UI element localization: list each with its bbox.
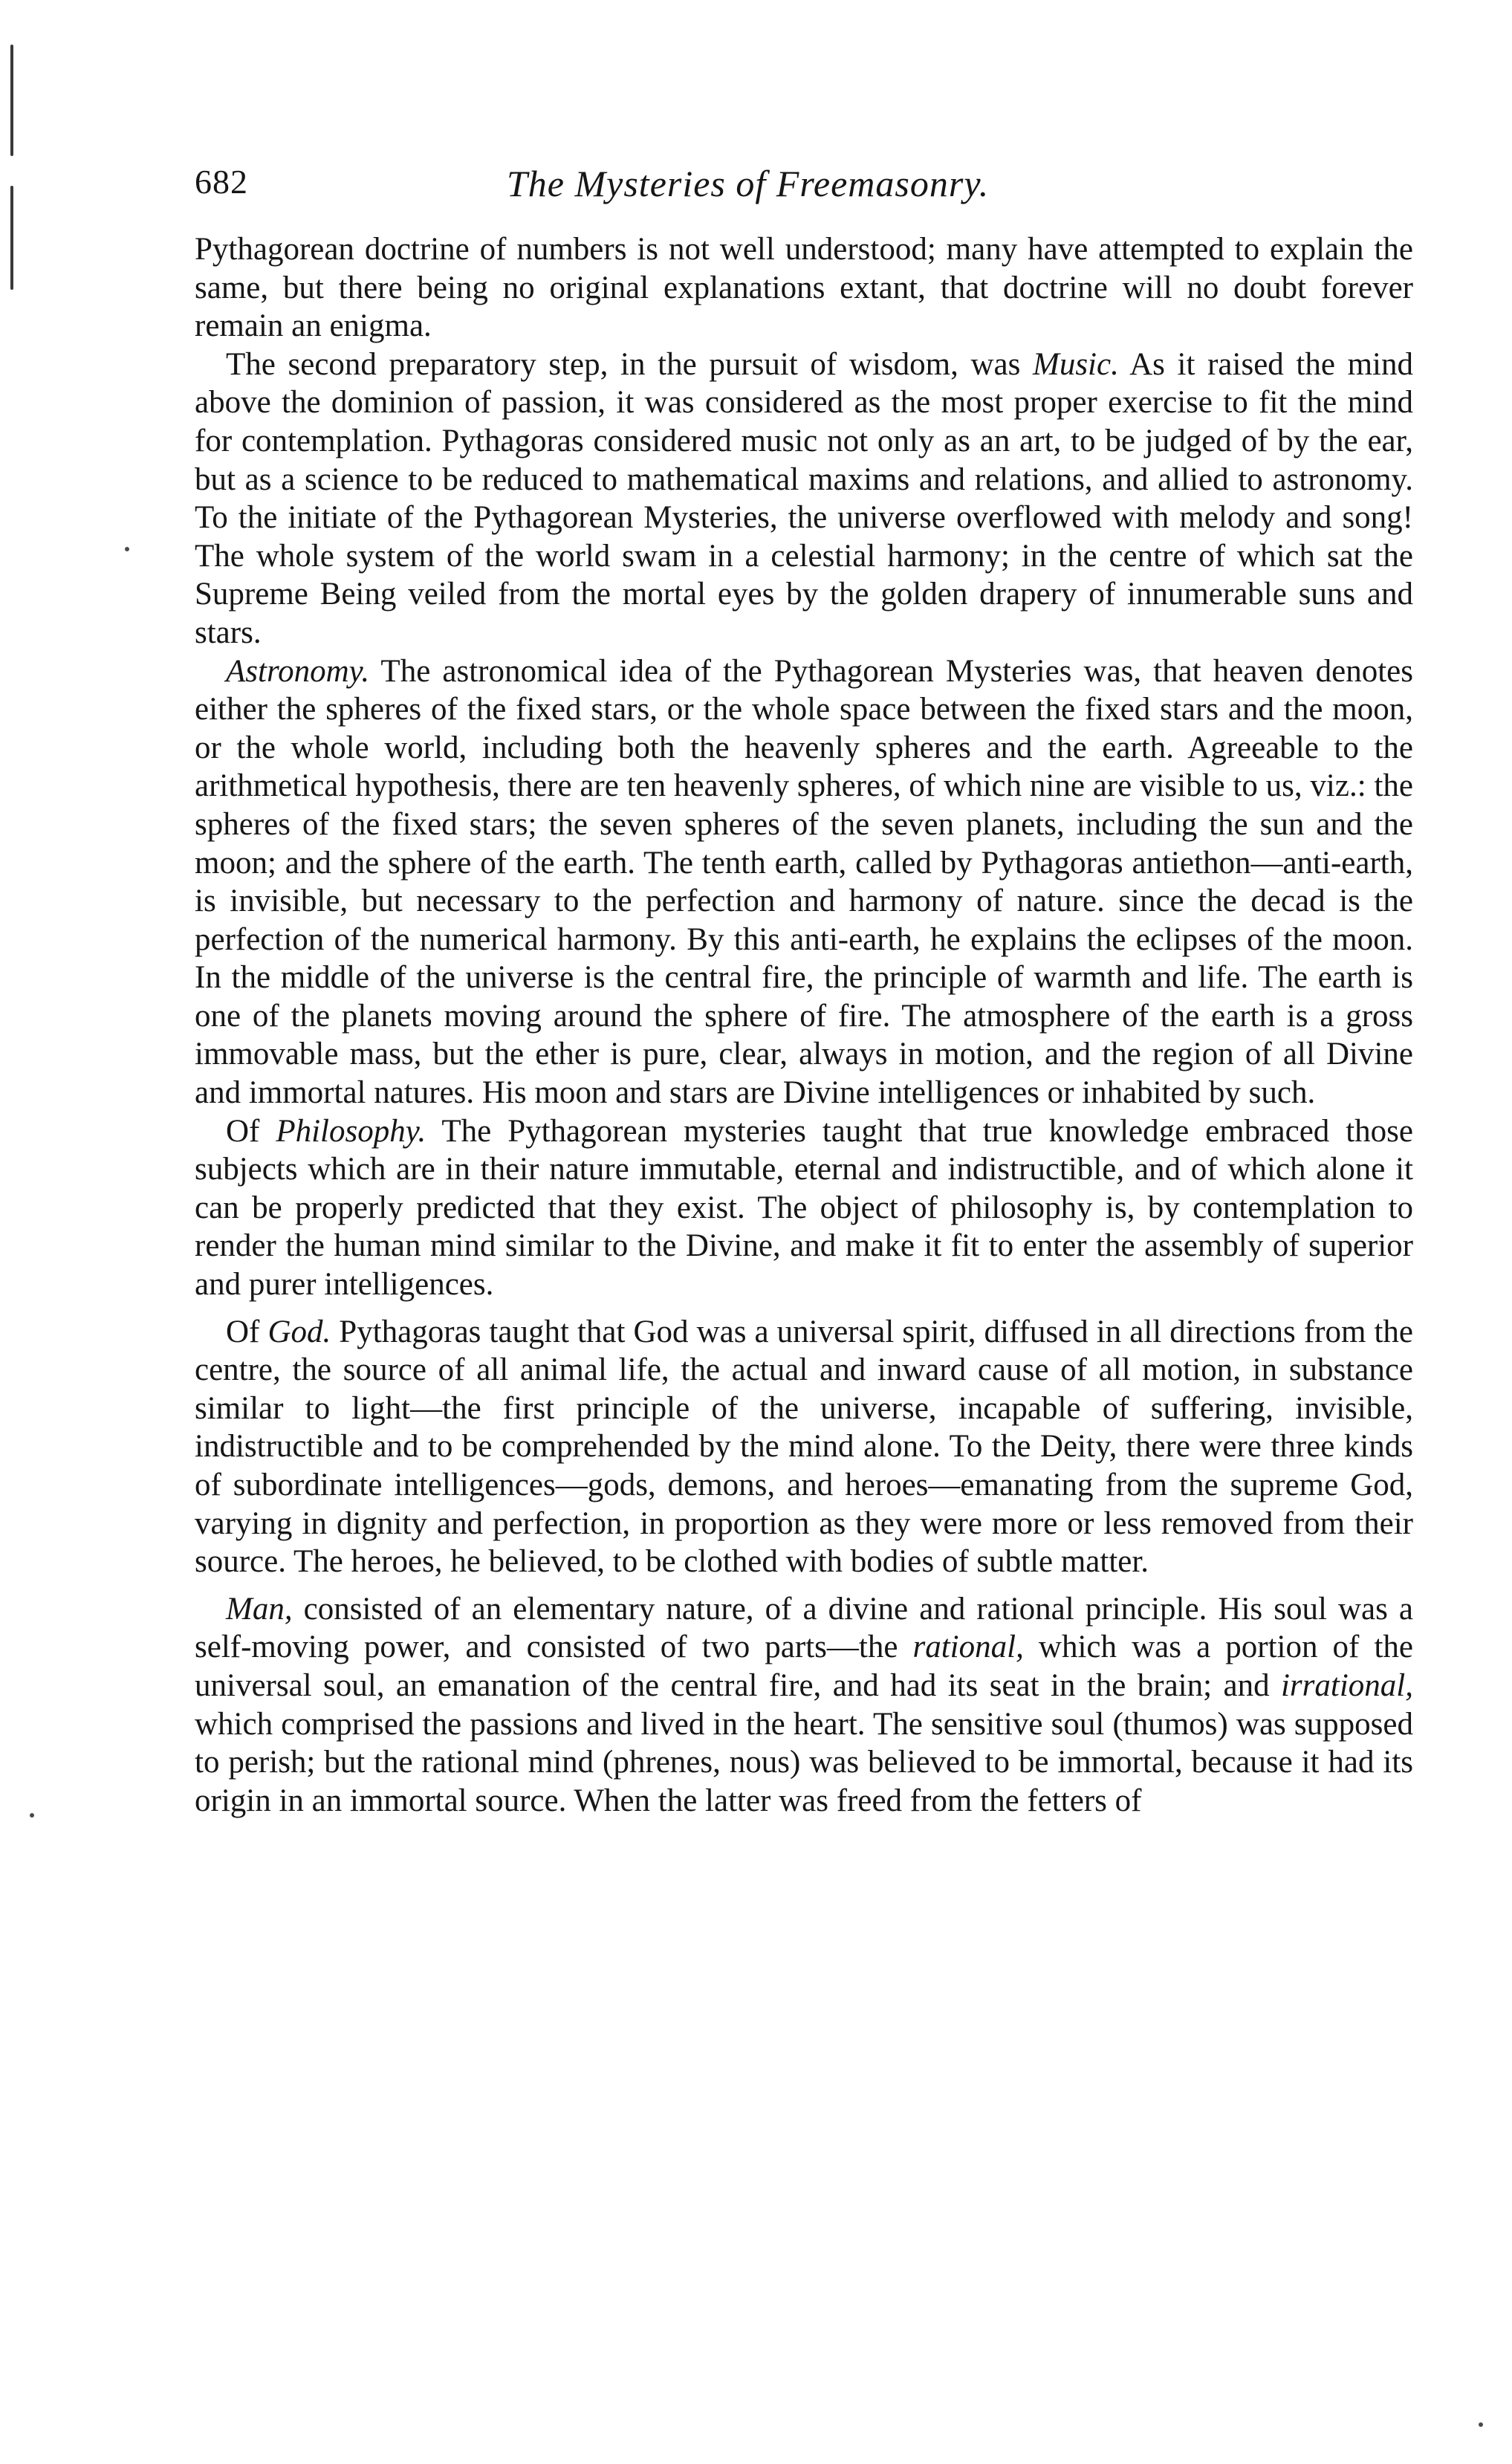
paragraph-prefix: Of bbox=[226, 1314, 268, 1349]
left-margin-mark bbox=[10, 45, 13, 156]
paragraph-man bbox=[195, 1590, 1413, 1821]
left-margin-mark-lower bbox=[10, 186, 13, 290]
paragraph-god bbox=[195, 1313, 1413, 1581]
margin-speck bbox=[1479, 2422, 1483, 2427]
running-title: The Mysteries of Freemasonry. bbox=[507, 163, 990, 204]
philosophy-heading: Philosophy. bbox=[276, 1113, 426, 1149]
paragraph-text: The astronomical idea of the Pythagorean Mysteries was, that heaven denotes either the spheres of the fixed stars, or the whole space between the fixed stars and the moon, or the whole world, including both the heavenly spheres and the earth. Agreeable to the arithmetical hypothesis, there are ten heavenly spheres, of which nine are visible to us, viz.: the spheres of the fixed stars; the seven spheres of the seven planets, including the sun and the moon; and the sphere of the earth. The tenth earth, called by Pythagoras antiethon—anti-earth, is invisible, but necessary to the perfection and harmony of nature. since the decad is the perfection of the numerical harmony. By this anti-earth, he explains the eclipses of the moon. In the middle of the universe is the central fire, the principle of warmth and life. The earth is one of the planets moving around the sphere of fire. The atmosphere of the earth is a gross immovable mass, but the ether is pure, clear, always in motion, and the region of all Divine and immortal natures. His moon and stars are Divine intelligences or inhabited by such. bbox=[195, 653, 1413, 1111]
paragraph-philosophy bbox=[195, 1112, 1413, 1304]
music-term: Music. bbox=[1033, 346, 1119, 382]
paragraph-music bbox=[195, 346, 1413, 652]
margin-speck bbox=[30, 1813, 34, 1818]
man-heading: Man, bbox=[226, 1591, 293, 1627]
paragraph-astronomy bbox=[195, 652, 1413, 1112]
paragraph-text: As it raised the mind above the dominion of passion, it was considered as the most proper exercise to fit the mind for contemplation. Pythagoras considered music not only as an art, to be judged of by the ear, but as a science to be reduced to mathematical maxims and relations, and allied to astronomy. To the initiate of the Pythagorean Mysteries, the universe overflowed with melody and song! The whole system of the world swam in a celestial harmony; in the centre of which sat the Supreme Being veiled from the mortal eyes by the golden drapery of innumerable suns and stars. bbox=[195, 346, 1414, 650]
paragraph-numbers bbox=[195, 230, 1413, 346]
irrational-term: irrational, bbox=[1280, 1667, 1413, 1703]
paragraph-text: which comprised the passions and lived in the heart. The sensitive soul (thumos) was supposed to perish; but the rational mind (phrenes, nous) was believed to be immortal, because it had its origin in an immortal source. When the latter was freed from the fetters of bbox=[195, 1706, 1413, 1818]
rational-term: rational, bbox=[912, 1630, 1024, 1665]
margin-speck bbox=[125, 547, 129, 551]
god-heading: God. bbox=[267, 1314, 331, 1349]
paragraph-text: Pythagoras taught that God was a universal spirit, diffused in all directions from the centre, the source of all animal life, the actual and inward cause of all motion, in substance similar to light—the first principle of the universe, incapable of suffering, invisible, indistructible and to be comprehended by the mind alone. To the Deity, there were three kinds of subordinate intelligences—gods, demons, and heroes—emanating from the supreme God, varying in dignity and perfection, in proportion as they were more or less removed from their source. The heroes, he believed, to be clothed with bodies of subtle matter. bbox=[195, 1314, 1414, 1580]
paragraph-text: consisted of an elementary nature, of a divine and rational principle. His soul was a self-moving power, and consisted of two parts—the bbox=[195, 1591, 1413, 1665]
paragraph-prefix: Of bbox=[226, 1113, 276, 1149]
astronomy-heading: Astronomy. bbox=[226, 653, 370, 689]
paragraph-text: The Pythagorean mysteries taught that true knowledge embraced those subjects which are in their nature immutable, eternal and indistructible, and of which alone it can be properly predicted that they exist. The object of philosophy is, by contemplation to render the human mind similar to the Divine, and make it fit to enter the assembly of superior and purer intelligences. bbox=[195, 1113, 1414, 1303]
running-header bbox=[195, 162, 1413, 214]
paragraph-text: Pythagorean doctrine of numbers is not well understood; many have attempted to explain the same, but there being no original explanations extant, that doctrine will no doubt forever remain an enigma. bbox=[195, 232, 1413, 344]
paragraph-text: which was a portion of the universal soul, an emanation of the central fire, and had its seat in the brain; and bbox=[195, 1630, 1413, 1703]
page-number: 682 bbox=[195, 163, 248, 201]
paragraph-text: The second preparatory step, in the pursuit of wisdom, was bbox=[226, 346, 1033, 382]
body-text bbox=[195, 230, 1413, 1820]
